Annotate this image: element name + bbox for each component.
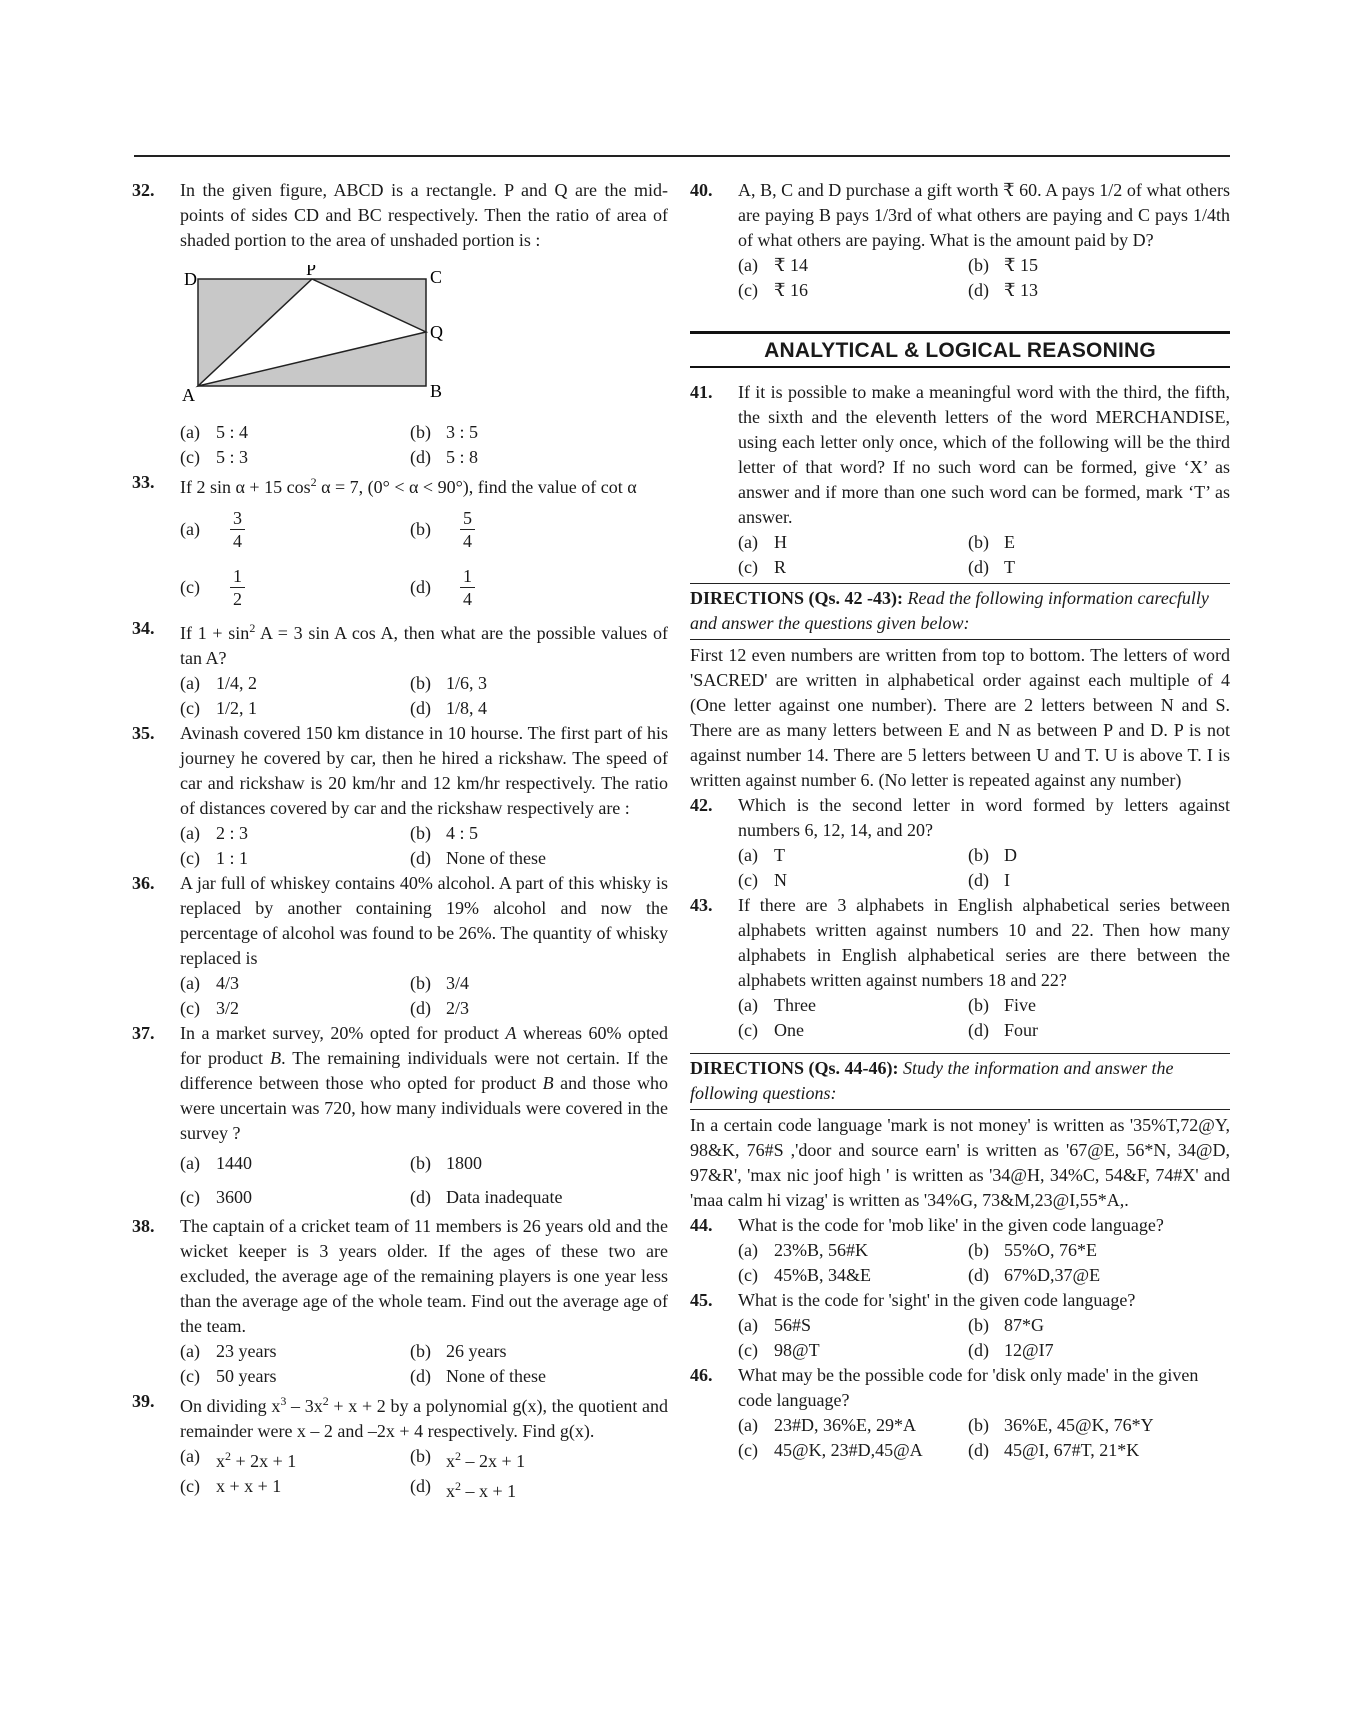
question-33	[132, 470, 668, 500]
question-number: 39.	[132, 1391, 155, 1411]
option-d[interactable]: (d) 5 : 8	[410, 447, 479, 467]
option-c[interactable]: (c) 3/2	[180, 998, 240, 1018]
option-b[interactable]: (b) 3 : 5	[410, 422, 479, 442]
question-text: If $1 + \sin^2 A = 3$ sin A cos A, then what are the possible values of tan A?	[180, 621, 668, 668]
question-text: Which is the second letter in word formed by letters against numbers 6, 12, 14, and 20?	[738, 795, 1230, 840]
question-36	[132, 871, 668, 971]
option-d[interactable]: (d) 1/8, 4	[410, 698, 488, 718]
question-text: What is the code for 'sight' in the given code language?	[738, 1290, 1136, 1310]
options-46	[738, 1413, 1230, 1463]
option-b[interactable]: (b) $x^2 - 2x + 1$	[410, 1446, 526, 1471]
code-paragraph: In a certain code language 'mark is not money' is written as '35%T,72@Y, 98&K, 76#S ,'door and source earn' is written as '67@E, 56*N, 34@D, 97&R', 'max nic joof high ' is written as '34@H, 34%C, 54&F, 74#X' and 'maa calm hi vizag' is written as '34%G, 73&M,23@I,55*A,.	[690, 1115, 1230, 1210]
option-d[interactable]: (d) 45@I, 67#T, 21*K	[968, 1440, 1140, 1460]
question-number: 35.	[132, 723, 155, 743]
top-rule	[134, 155, 1230, 157]
question-42	[690, 793, 1230, 843]
option-d[interactable]: (d) 67%D,37@E	[968, 1265, 1101, 1285]
options-35	[180, 821, 668, 871]
option-a[interactable]: (a) $x^2 + 2x + 1$	[180, 1446, 297, 1471]
question-44	[690, 1213, 1230, 1238]
options-36	[180, 971, 668, 1021]
label-d: D	[184, 269, 197, 289]
option-c[interactable]: (c) R	[738, 557, 787, 577]
options-38	[180, 1339, 668, 1389]
question-number: 44.	[690, 1215, 713, 1235]
option-b[interactable]: (b) 55%O, 76*E	[968, 1240, 1097, 1260]
option-a[interactable]: (a) 4/3	[180, 973, 240, 993]
question-number: 37.	[132, 1023, 155, 1043]
option-a[interactable]: (a) 1/4, 2	[180, 673, 258, 693]
option-b[interactable]: (b) 1/6, 3	[410, 673, 488, 693]
option-c[interactable]: (c) 98@T	[738, 1340, 820, 1360]
option-d[interactable]: (d) Data inadequate	[410, 1187, 563, 1207]
option-a[interactable]: (a) $\frac{3}{4}$	[180, 507, 410, 552]
right-column	[690, 178, 1230, 1463]
option-b[interactable]: (b) 87*G	[968, 1315, 1044, 1335]
options-37	[180, 1146, 668, 1214]
options-44	[738, 1238, 1230, 1288]
label-c: C	[430, 267, 443, 287]
option-c[interactable]: (c) 1 : 1	[180, 848, 249, 868]
option-a[interactable]: (a) 1440	[180, 1153, 252, 1173]
option-c[interactable]: (c) 5 : 3	[180, 447, 249, 467]
option-d[interactable]: (d) Four	[968, 1020, 1039, 1040]
label-b: B	[430, 381, 443, 401]
info-paragraph: First 12 even numbers are written from top to bottom. The letters of word 'SACRED' are written in alphabetical order against each multiple of 4 (One letter against one number). There are 2 letters between N and S. There are as many letters between E and N as between P and D. P is not against number 14. There are 5 letters between U and T. U is above T. I is written against number 6. (No letter is repeated against any number)	[690, 645, 1230, 790]
option-c[interactable]: (c) 50 years	[180, 1366, 277, 1386]
option-a[interactable]: (a) Three	[738, 995, 816, 1015]
question-32	[132, 178, 668, 253]
option-b[interactable]: (b) D	[968, 845, 1017, 865]
option-c[interactable]: (c) $\frac{1}{2}$	[180, 565, 410, 610]
question-35	[132, 721, 668, 821]
question-text: If 2 sin α + 15 $\cos^2 \alpha = 7$, (0° < α < 90°), find the value of cot α	[180, 475, 637, 497]
options-33-row2	[180, 558, 668, 616]
option-d[interactable]: (d) 12@I7	[968, 1340, 1054, 1360]
options-40	[738, 253, 1230, 303]
rectangle-figure	[180, 265, 668, 412]
question-number: 34.	[132, 618, 155, 638]
label-p: P	[306, 265, 317, 279]
option-d[interactable]: (d) $\frac{1}{4}$	[410, 565, 668, 610]
question-number: 41.	[690, 382, 713, 402]
option-c[interactable]: (c) 1/2, 1	[180, 698, 258, 718]
options-45	[738, 1313, 1230, 1363]
question-43	[690, 893, 1230, 993]
option-d[interactable]: (d) I	[968, 870, 1010, 890]
left-column	[132, 178, 668, 1504]
question-number: 46.	[690, 1365, 713, 1385]
options-34	[180, 671, 668, 721]
option-b[interactable]: (b) 1800	[410, 1153, 482, 1173]
question-number: 33.	[132, 472, 155, 492]
option-a[interactable]: (a) T	[738, 845, 785, 865]
fraction: $\frac{3}{4}$	[230, 507, 245, 552]
option-a[interactable]: (a) 56#S	[738, 1315, 812, 1335]
question-45	[690, 1288, 1230, 1313]
question-number: 40.	[690, 180, 713, 200]
fraction: $\frac{5}{4}$	[460, 507, 475, 552]
question-39	[132, 1389, 668, 1444]
option-b[interactable]: (b) 3/4	[410, 973, 470, 993]
option-b[interactable]: (b) 36%E, 45@K, 76*Y	[968, 1415, 1154, 1435]
option-a[interactable]: (a) H	[738, 532, 787, 552]
option-a[interactable]: (a) 5 : 4	[180, 422, 249, 442]
question-text: What is the code for 'mob like' in the given code language?	[738, 1215, 1164, 1235]
directions-44-46: DIRECTIONS (Qs. 44-46): Study the information and answer the following questions:	[690, 1053, 1230, 1110]
options-41	[738, 530, 1230, 580]
option-b[interactable]: (b) E	[968, 532, 1015, 552]
label-a: A	[182, 385, 195, 405]
option-a[interactable]: (a) 2 : 3	[180, 823, 249, 843]
label-q: Q	[430, 322, 443, 342]
fraction: $\frac{1}{4}$	[460, 565, 475, 610]
question-37	[132, 1021, 668, 1146]
question-40	[690, 178, 1230, 253]
option-c[interactable]: (c) x + x + 1	[180, 1476, 282, 1496]
option-d[interactable]: (d) T	[968, 557, 1015, 577]
option-d[interactable]: (d) ₹ 13	[968, 280, 1038, 300]
question-41	[690, 380, 1230, 530]
option-d[interactable]: (d) $x^2 - x + 1$	[410, 1476, 517, 1501]
options-39	[180, 1444, 668, 1504]
question-text: On dividing $x^3 - 3x^2 + x + 2$ by a polynomial g(x), the quotient and remainder were x – 2 and –2x + 4 respectively. Find g(x).	[180, 1394, 669, 1441]
option-c[interactable]: (c) ₹ 16	[738, 280, 808, 300]
question-38	[132, 1214, 668, 1339]
question-text: What may be the possible code for 'disk only made' in the given code language?	[738, 1365, 1199, 1410]
question-number: 36.	[132, 873, 155, 893]
options-43	[738, 993, 1230, 1043]
option-c[interactable]: (c) N	[738, 870, 787, 890]
option-c[interactable]: (c) 45%B, 34&E	[738, 1265, 871, 1285]
option-a[interactable]: (a) ₹ 14	[738, 255, 808, 275]
question-number: 43.	[690, 895, 713, 915]
option-b[interactable]: (b) 26 years	[410, 1341, 507, 1361]
option-b[interactable]: (b) ₹ 15	[968, 255, 1038, 275]
question-text: If there are 3 alphabets in English alphabetical series between alphabets written against numbers 10 and 22. Then how many alphabets in English alphabetical series are there between the alphabets written against numbers 18 and 22?	[738, 895, 1230, 990]
question-number: 45.	[690, 1290, 713, 1310]
option-c[interactable]: (c) 3600	[180, 1187, 252, 1207]
option-d[interactable]: (d) None of these	[410, 848, 546, 868]
question-34	[132, 616, 668, 671]
rectangle-diagram	[180, 265, 470, 407]
question-text: Avinash covered 150 km distance in 10 hourse. The first part of his journey he covered by car, then he hired a rickshaw. The speed of car and rickshaw is 20 km/hr and 12 km/hr respectively. The ratio of distances covered by car and the rickshaw respectively are :	[180, 723, 668, 818]
question-number: 38.	[132, 1216, 155, 1236]
option-a[interactable]: (a) 23%B, 56#K	[738, 1240, 868, 1260]
directions-42-43: DIRECTIONS (Qs. 42 -43): Read the following information carecfully and answer the questions given below:	[690, 583, 1230, 640]
question-text: A jar full of whiskey contains 40% alcohol. A part of this whisky is replaced by another containing 19% alcohol and now the percentage of alcohol was found to be 26%. The quantity of whisky replaced is	[180, 873, 668, 968]
option-b[interactable]: (b) Five	[968, 995, 1037, 1015]
option-c[interactable]: (c) 45@K, 23#D,45@A	[738, 1440, 923, 1460]
question-text: In the given figure, ABCD is a rectangle. P and Q are the mid-points of sides CD and BC respectively. Then the ratio of area of shaded portion to the area of unshaded portion is :	[180, 180, 668, 250]
question-text: In a market survey, 20% opted for product A whereas 60% opted for product B. The remaining individuals were not certain. If the difference between those who opted for product B and those who were uncertain was 720, how many individuals were covered in the survey ?	[180, 1023, 669, 1143]
option-b[interactable]: (b) $\frac{5}{4}$	[410, 507, 668, 552]
question-text: If it is possible to make a meaningful word with the third, the fifth, the sixth and the eleventh letters of the word MERCHANDISE, using each letter only once, which of the following will be the third letter of that word? If no such word can be formed, give ‘X’ as answer and if more than one such word can be formed, mark ‘T’ as answer.	[738, 382, 1230, 527]
question-number: 32.	[132, 180, 155, 200]
question-text: A, B, C and D purchase a gift worth ₹ 60. A pays 1/2 of what others are paying B pays 1/3rd of what others are paying and C pays 1/4th of what others are paying. What is the amount paid by D?	[738, 180, 1230, 250]
option-c[interactable]: (c) One	[738, 1020, 804, 1040]
question-text: The captain of a cricket team of 11 members is 26 years old and the wicket keeper is 3 years older. If the ages of these two are excluded, the average age of the remaining players is one year less than the average age of the whole team. Find out the average age of the team.	[180, 1216, 668, 1336]
section-heading: ANALYTICAL & LOGICAL REASONING	[690, 331, 1230, 368]
option-d[interactable]: (d) 2/3	[410, 998, 470, 1018]
options-32	[180, 420, 668, 470]
option-a[interactable]: (a) 23 years	[180, 1341, 277, 1361]
options-42	[738, 843, 1230, 893]
option-d[interactable]: (d) None of these	[410, 1366, 546, 1386]
option-b[interactable]: (b) 4 : 5	[410, 823, 479, 843]
options-33-row1	[180, 500, 668, 558]
question-46	[690, 1363, 1230, 1413]
question-number: 42.	[690, 795, 713, 815]
fraction: $\frac{1}{2}$	[230, 565, 245, 610]
option-a[interactable]: (a) 23#D, 36%E, 29*A	[738, 1415, 916, 1435]
